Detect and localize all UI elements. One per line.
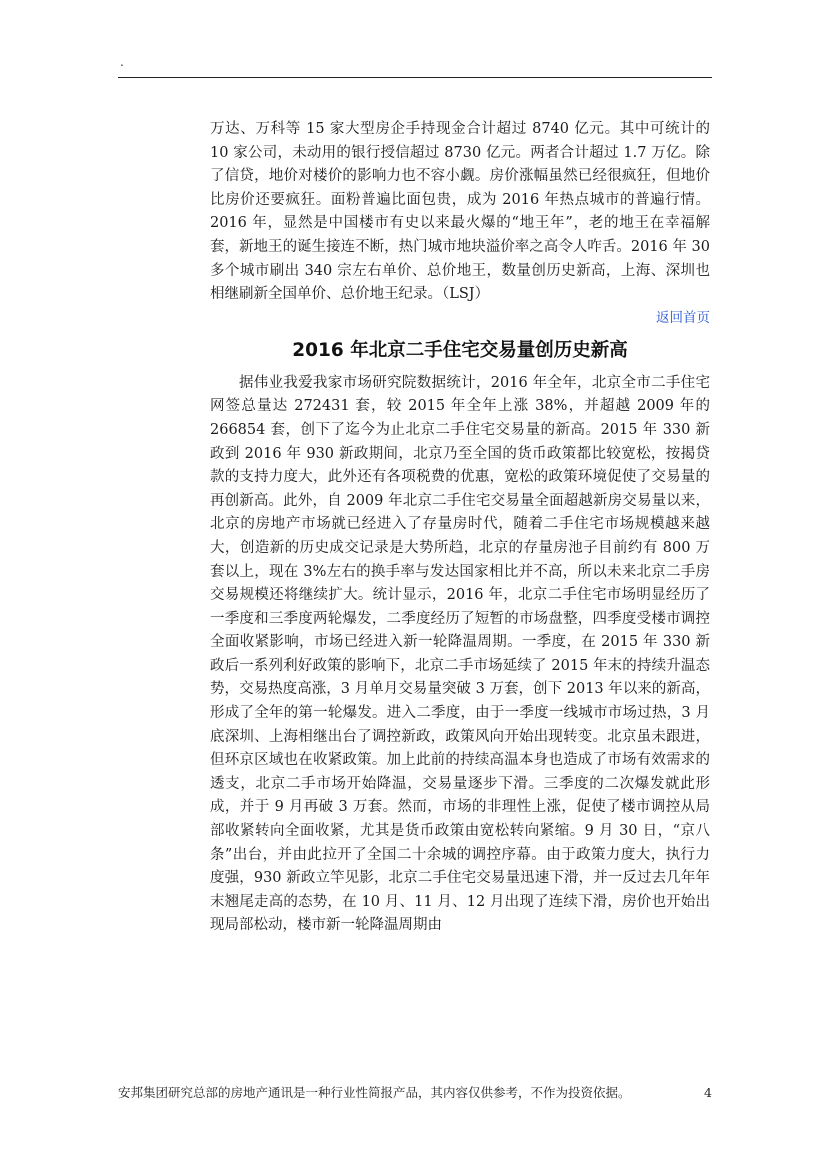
page-content	[210, 118, 710, 938]
header-rule	[118, 77, 712, 78]
page-number: 4	[704, 1085, 712, 1100]
back-to-home-link[interactable]: 返回首页	[656, 309, 710, 326]
intro-paragraph: 万达、万科等 15 家大型房企手持现金合计超过 8740 亿元。其中可统计的 10 家公司，未动用的银行授信超过 8730 亿元。两者合计超过 1.7 万亿。除了信贷，地价对楼价的影响力也不容小觑。房价涨幅虽然已经很疯狂，但地价比房价还要疯狂。面粉普遍比面包贵，成为 2016 年热点城市的普遍行情。2016 年，显然是中国楼市有史以来最火爆的“地王年”，老的地王在幸福解套，新地王的诞生接连不断，热门城市地块溢价率之高令人咋舌。2016 年 30 多个城市刷出 340 宗左右单价、总价地王，数量创历史新高，上海、深圳也相继刷新全国单价、总价地王纪录。（LSJ）	[210, 121, 710, 303]
header-mark: .	[120, 55, 124, 69]
article-title: 2016 年北京二手住宅交易量创历史新高	[292, 339, 628, 361]
footer-disclaimer: 安邦集团研究总部的房地产通讯是一种行业性简报产品，其内容仅供参考，不作为投资依据。	[118, 1085, 631, 1100]
article-body: 据伟业我爱我家市场研究院数据统计，2016 年全年，北京全市二手住宅网签总量达 272431 套，较 2015 年全年上涨 38%，并超越 2009 年的 266854 套，创下了迄今为止北京二手住宅交易量的新高。2015 年 330 新政到 2016 年 930 新政期间，北京乃至全国的货币政策都比较宽松，按揭贷款的支持力度大，此外还有各项税费的优惠，宽松的政策环境促使了交易量的再创新高。此外，自 2009 年北京二手住宅交易量全面超越新房交易量以来，北京的房地产市场就已经进入了存量房时代，随着二手住宅市场规模越来越大，创造新的历史成交记录是大势所趋，北京的存量房池子目前约有 800 万套以上，现在 3%左右的换手率与发达国家相比并不高，所以未来北京二手房交易规模还将继续扩大。统计显示，2016 年，北京二手住宅市场明显经历了一季度和三季度两轮爆发，二季度经历了短暂的市场盘整，四季度受楼市调控全面收紧影响，市场已经进入新一轮降温周期。一季度，在 2015 年 330 新政后一系列利好政策的影响下，北京二手市场延续了 2015 年末的持续升温态势，交易热度高涨，3 月单月交易量突破 3 万套，创下 2013 年以来的新高，形成了全年的第一轮爆发。进入二季度，由于一季度一线城市市场过热，3 月底深圳、上海相继出台了调控新政，政策风向开始出现转变。北京虽未跟进，但环京区域也在收紧政策。加上此前的持续高温本身也造成了市场有效需求的透支，北京二手市场开始降温，交易量逐步下滑。三季度的二次爆发就此形成，并于 9 月再破 3 万套。然而，市场的非理性上涨，促使了楼市调控从局部收紧转向全面收紧，尤其是货币政策由宽松转向紧缩。9 月 30 日，“京八条”出台，并由此拉开了全国二十余城的调控序幕。由于政策力度大，执行力度强，930 新政立竿见影，北京二手住宅交易量迅速下滑，并一反过去几年年末翘尾走高的态势，在 10 月、11 月、12 月出现了连续下滑，房价也开始出现局部松动，楼市新一轮降温周期由	[210, 374, 710, 934]
